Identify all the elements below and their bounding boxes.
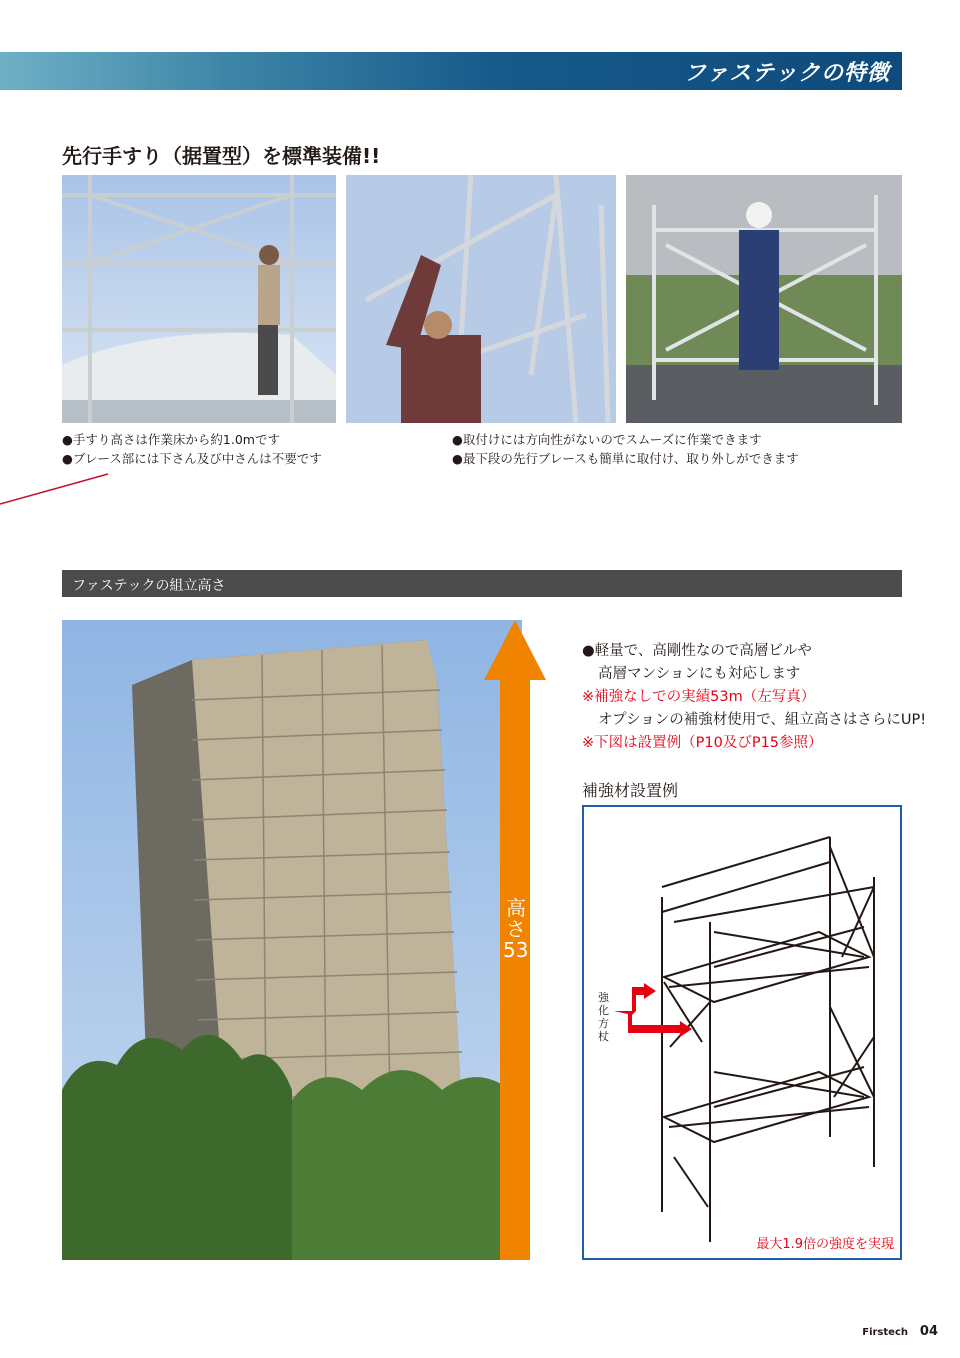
strength-caption: 最大1.9倍の強度を実現 (756, 1237, 894, 1252)
diagram-title: 補強材設置例 (582, 781, 679, 800)
feature-line-1: ●軽量で、高剛性なので高層ビルや (582, 643, 812, 659)
scaffold-drawing (584, 807, 900, 1258)
decorative-red-line (0, 470, 120, 510)
photo-building-scaffold (62, 620, 522, 1260)
bullet-handrail-height: ●手すり高さは作業床から約1.0mです (62, 432, 280, 447)
footer-brand: Firstech (862, 1327, 908, 1338)
height-label: 高さ53m (503, 896, 548, 962)
note-diagram-reference: ※下図は設置例（P10及びP15参照） (582, 735, 823, 751)
reinforcement-diagram (582, 805, 902, 1260)
section2-title: ファステックの組立高さ (72, 578, 226, 594)
page-number: 04 (919, 1324, 938, 1339)
feature-line-2: 高層マンションにも対応します (598, 666, 801, 682)
photo-handrail-worker-2 (346, 175, 616, 423)
photo-handrail-worker-1 (62, 175, 336, 423)
bullet-bottom-brace: ●最下段の先行ブレースも簡単に取付け、取り外しができます (452, 451, 799, 466)
bullet-brace-no-rails: ●ブレース部には下さん及び中さんは不要です (62, 451, 322, 466)
section1-title: 先行手すり（据置型）を標準装備!! (62, 144, 381, 168)
header-title: ファステックの特徴 (683, 61, 890, 86)
bullet-no-direction: ●取付けには方向性がないのでスムーズに作業できます (452, 432, 762, 447)
photo-handrail-worker-3 (626, 175, 902, 423)
header-band (0, 52, 902, 90)
reinforcement-label: 強化方杖 (598, 991, 609, 1043)
note-record-53m: ※補強なしでの実績53m（左写真） (582, 689, 816, 705)
feature-line-option: オプションの補強材使用で、組立高さはさらにUP! (598, 712, 927, 728)
section2-bar (62, 570, 902, 597)
